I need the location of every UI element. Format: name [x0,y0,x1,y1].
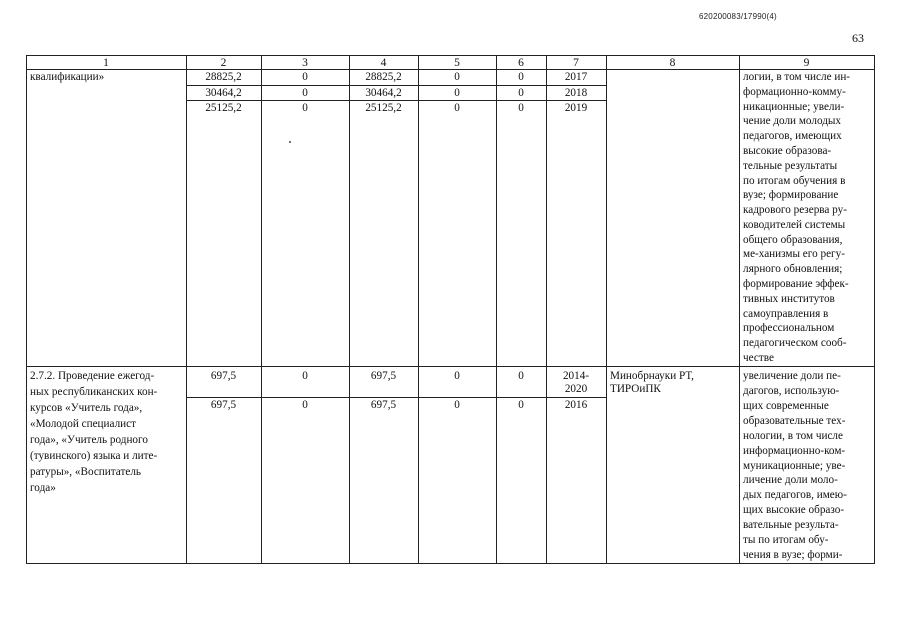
row2-col6-value: 0 [518,399,524,411]
header-cell: 7 [573,57,579,69]
row1-result-line: логии, в том числе ин- [743,71,851,83]
header-cell: 8 [669,57,676,69]
col-border-5 [496,55,497,564]
row2-result-line: информационно-ком- [743,444,846,457]
row2-col6-value: 0 [518,370,524,382]
document-id: 620200083/17990(4) [699,12,777,21]
col-border-2 [261,55,262,564]
row2-activity-line: года», «Учитель родного [30,434,148,446]
page-number: 63 [852,31,864,45]
row1-result-line: педагогов, имеющих [743,130,842,143]
row1-col6-value: 0 [518,102,524,114]
row1-result-line: высокие образова- [743,144,832,157]
row2-col4-value: 697,5 [370,399,397,411]
row1-result-line: чение доли молодых [743,115,842,128]
table-bottom-border [26,563,875,564]
row2-col5-value: 0 [454,399,460,411]
row2-executor-line: Минобрнауки РТ, [610,370,694,382]
row1-result-line: самоуправления в [743,307,829,320]
row2-activity-line: (тувинского) языка и лите- [30,450,158,462]
row2-result-line: увеличение доли пе- [743,370,841,382]
row1-result-line: честве [743,352,774,364]
row2-result-line: чения в вузе; форми- [743,549,843,561]
row1-col5-value: 0 [454,71,460,83]
row1-result-line: лярного обновления; [743,263,843,276]
header-cell: 9 [803,57,810,69]
row1-result-line: формирование эффек- [743,278,849,291]
header-cell: 1 [103,57,109,69]
row2-activity-line: ных республиканских кон- [30,386,158,398]
row2-activity-line: курсов «Учитель года», [30,402,143,414]
row2-col2-value: 697,5 [210,399,237,411]
row2-period: 2020 [564,383,588,395]
row1-result-line: тивных институтов [743,292,835,305]
row1-year: 2019 [564,102,588,114]
row2-col3-value: 0 [302,370,308,382]
row1-col4-value: 25125,2 [365,102,402,114]
col-border-4 [418,55,419,564]
row1-activity-name: квалификации» [30,71,105,83]
row1-result-line: ководителей системы [743,218,846,231]
row1-col3-value: 0 [302,71,308,83]
row2-result-line: дых педагогов, имею- [743,489,847,502]
row1-col6-value: 0 [518,87,524,99]
col-border-9 [874,55,875,564]
header-cell: 6 [518,57,524,69]
row1-col4-value: 30464,2 [365,87,402,99]
col-border-7 [606,55,607,564]
row2-col5-value: 0 [454,370,460,382]
col-border-0 [26,55,27,564]
row1-col2-value: 25125,2 [205,102,242,114]
row2-result-line: муникационные; уве- [743,459,846,472]
header-cell: 3 [302,57,308,69]
col-border-3 [349,55,350,564]
row1-col4-value: 28825,2 [365,71,402,83]
row1-result-line: ме-ханизмы его регу- [743,248,845,261]
row1-result-line: кадрового резерва ру- [743,204,847,217]
row1-result-line: вузе; формирование [743,189,839,202]
row1-result-line: профессиональном [743,322,835,335]
row1-col3-value: 0 [302,87,308,99]
row1-col2-value: 28825,2 [205,71,242,83]
row2-activity-line: «Молодой специалист [30,418,137,430]
row1-col3-value: 0 [302,102,308,114]
row2-result-line: вательные результа- [743,519,839,532]
row2-result-line: нологии, в том числе [743,429,843,442]
header-cell: 4 [380,57,387,69]
header-cell: 5 [454,57,460,69]
row1-col2-value: 30464,2 [205,87,242,99]
col-border-6 [546,55,547,564]
row2-executor-line: ТИРОиПК [610,383,661,395]
scan-speck [289,141,291,143]
row1-result-line: тельные результаты [743,159,838,172]
row2-period: 2014- [562,370,590,382]
row2-activity-line: 2.7.2. Проведение ежегод- [30,370,155,382]
row1-result-line: по итогам обучения в [743,174,846,187]
row1-result-line: формационно-комму- [743,85,846,98]
row1-col6-value: 0 [518,71,524,83]
header-cell: 2 [220,57,227,69]
row2-col3-value: 0 [302,399,308,411]
row2-result-line: личение доли моло- [743,474,838,487]
row2-activity-line: года» [30,482,56,494]
row2-col2-value: 697,5 [210,370,237,382]
row2-result-line: образовательные тех- [743,414,846,427]
row1-year: 2017 [564,71,588,83]
row1-result-line: никационные; увели- [743,100,845,113]
row2-result-line: щих современные [743,399,829,412]
row2-result-line: ты по итогам обу- [743,534,829,547]
row2-col4-value: 697,5 [370,370,397,382]
row2-activity-line: ратуры», «Воспитатель [30,466,142,478]
row1-col5-value: 0 [454,102,460,114]
col-border-8 [739,55,740,564]
row1-col5-value: 0 [454,87,460,99]
row1-result-line: общего образования, [743,233,843,246]
row2-result-line: дагогов, использую- [743,384,840,397]
row2-year: 2016 [564,399,588,411]
row1-result-line: педагогическом сооб- [743,337,847,350]
col-border-1 [186,55,187,564]
row1-year: 2018 [564,87,588,99]
row2-result-line: щих высокие образо- [743,504,845,517]
